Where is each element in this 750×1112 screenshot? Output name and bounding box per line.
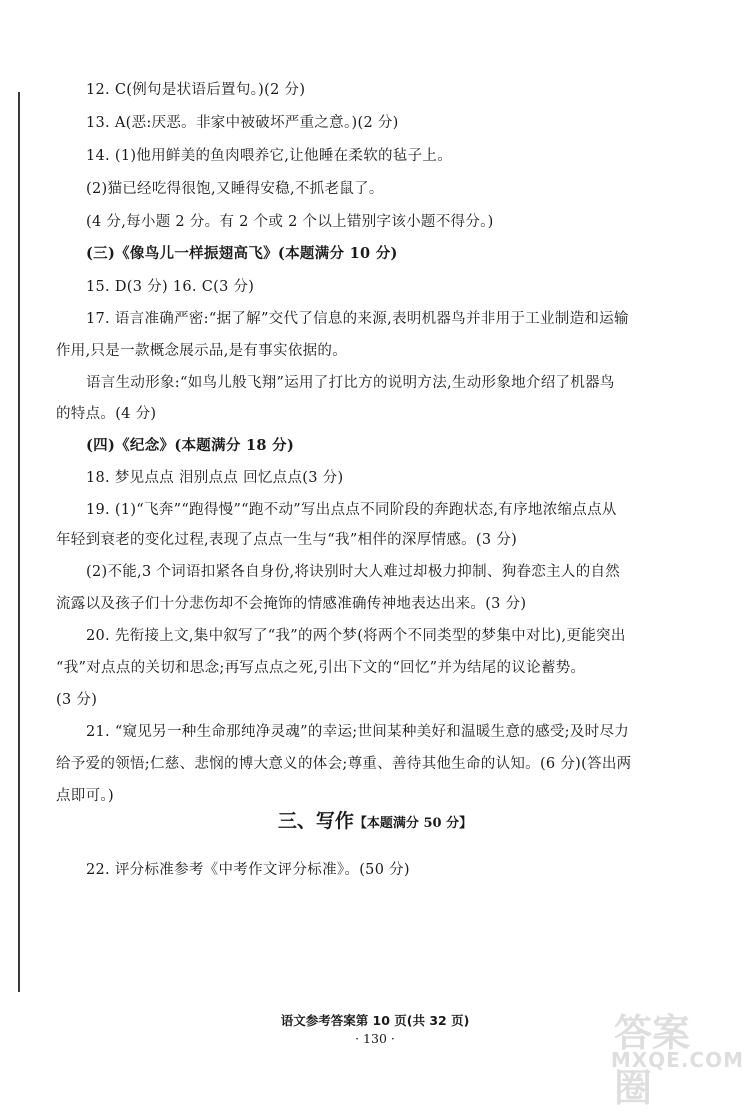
answer-17-line4: 的特点。(4 分): [56, 406, 157, 422]
answer-20-line1: 20. 先衔接上文,集中叙写了“我”的两个梦(将两个不同类型的梦集中对比),更能突出: [86, 628, 626, 644]
answer-17-line2: 作用,只是一款概念展示品,是有事实依据的。: [56, 343, 348, 359]
watermark-text: 答案圈: [614, 1011, 691, 1110]
answer-13: 13. A(恶:厌恶。非家中被破坏严重之意。)(2 分): [86, 115, 399, 131]
answer-19-line4: 流露以及孩子们十分悲伤却不会掩饰的情感准确传神地表达出来。(3 分): [56, 596, 527, 612]
answer-17-line3: 语言生动形象:“如鸟儿般飞翔”运用了打比方的说明方法,生动形象地介绍了机器鸟: [86, 375, 615, 391]
answer-21-line3: 点即可。): [56, 788, 114, 804]
watermark-logo: [610, 1002, 744, 1110]
footer-page-number: · 130 ·: [355, 1031, 395, 1046]
answer-22: 22. 评分标准参考《中考作文评分标准》。(50 分): [86, 862, 410, 878]
answer-19-line2: 年轻到衰老的变化过程,表现了点点一生与“我”相伴的深厚情感。(3 分): [56, 532, 518, 548]
answer-19-line3: (2)不能,3 个词语扣紧各自身份,将诀别时大人难过却极力抑制、狗眷恋主人的自然: [86, 564, 621, 580]
section-4-heading: (四)《纪念》(本题满分 18 分): [86, 437, 295, 454]
answer-14-part1: 14. (1)他用鲜美的鱼肉喂养它,让他睡在柔软的毡子上。: [86, 148, 453, 164]
watermark-url: MXQE.COM: [610, 1048, 744, 1072]
section-3-heading: (三)《像鸟儿一样振翅高飞》(本题满分 10 分): [86, 245, 398, 262]
writing-heading-main: 三、写作: [277, 810, 354, 832]
writing-heading-score: 【本题满分 50 分】: [353, 816, 473, 831]
answer-21-line2: 给予爱的领悟;仁慈、悲悯的博大意义的体会;尊重、善待其他生命的认知。(6 分)(答出两: [56, 756, 632, 772]
answer-18: 18. 梦见点点 泪别点点 回忆点点(3 分): [86, 470, 344, 486]
answer-12: 12. C(例句是状语后置句。)(2 分): [86, 82, 306, 98]
answer-20-line3: (3 分): [56, 692, 98, 708]
footer-page-info: 语文参考答案第 10 页(共 32 页): [280, 1013, 470, 1028]
answer-19-line1: 19. (1)“飞奔”“跑得慢”“跑不动”写出点点不同阶段的奔跑状态,有序地浓缩点点从: [86, 502, 617, 518]
answer-15-16: 15. D(3 分) 16. C(3 分): [86, 279, 255, 295]
answer-14-scoring: (4 分,每小题 2 分。有 2 个或 2 个以上错别字该小题不得分。): [86, 214, 494, 230]
answer-20-line2: “我”对点点的关切和思念;再写点点之死,引出下文的“回忆”并为结尾的议论蓄势。: [56, 660, 586, 676]
binding-margin-line: [18, 92, 20, 992]
answer-21-line1: 21. “窥见另一种生命那纯净灵魂”的幸运;世间某种美好和温暖生意的感受;及时尽力: [86, 724, 630, 740]
answer-14-part2: (2)猫已经吃得很饱,又睡得安稳,不抓老鼠了。: [86, 181, 384, 197]
writing-section-heading: [0, 806, 750, 833]
answer-17-line1: 17. 语言准确严密:“据了解”交代了信息的来源,表明机器鸟并非用于工业制造和运输: [86, 311, 629, 327]
